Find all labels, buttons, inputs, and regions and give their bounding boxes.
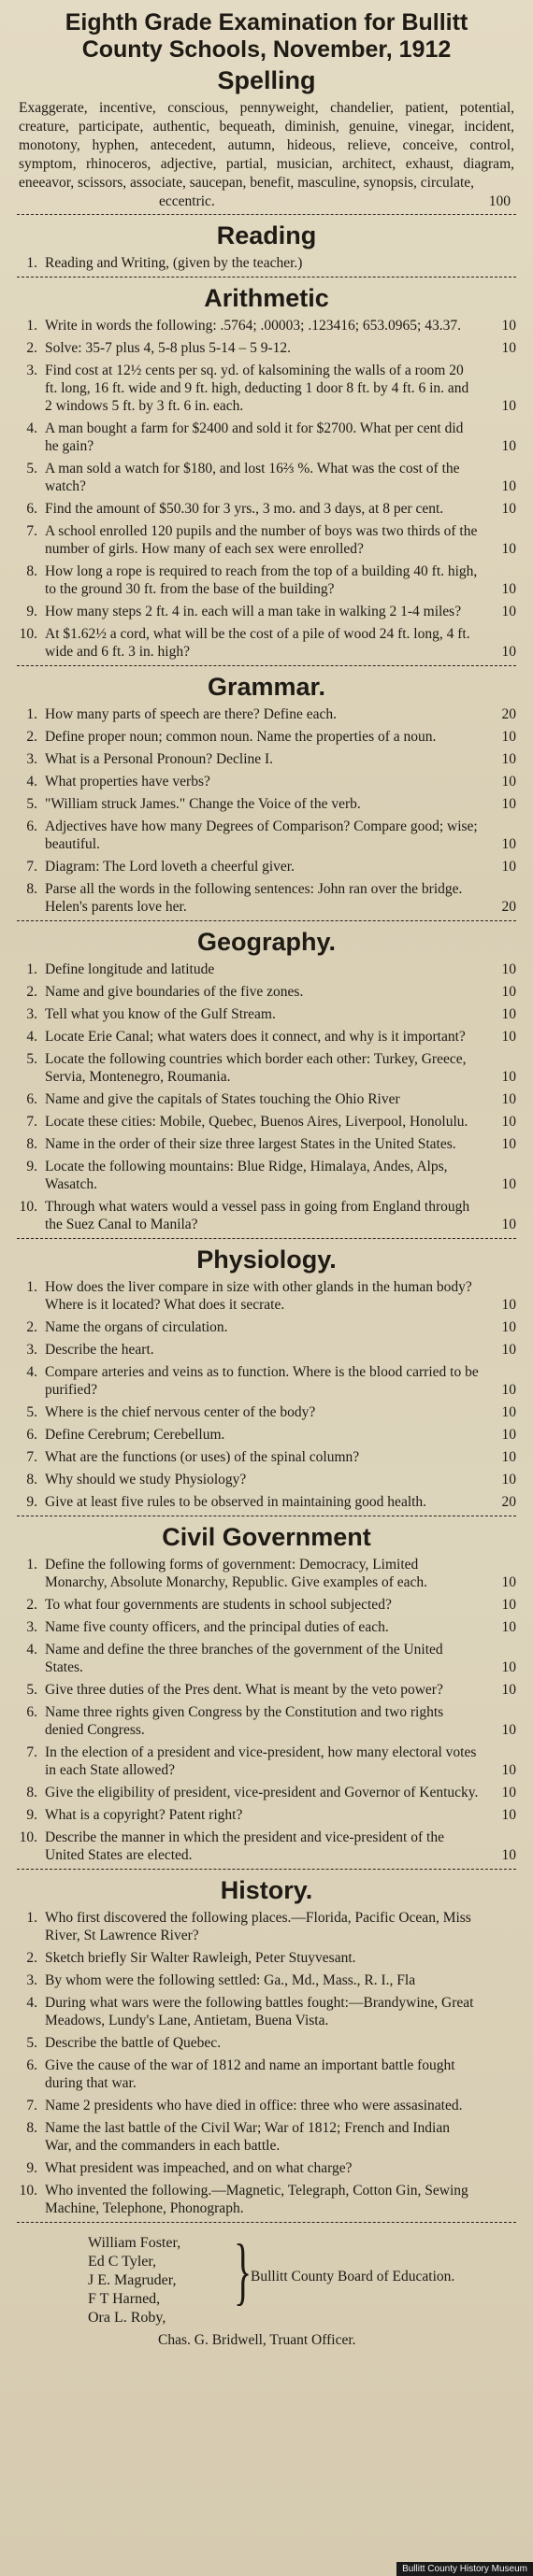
board-member-name: J E. Magruder, (88, 2272, 177, 2288)
question-text: A school enrolled 120 pupils and the number of boys was two thirds of the number of girls. How many of each sex were enrolled? (45, 523, 478, 557)
question-number: 3. (26, 1006, 37, 1022)
question-text: Locate Erie Canal; what waters does it connect, and why is it important? (45, 1029, 466, 1045)
civil-question (13, 1784, 520, 1801)
geography-question (13, 961, 520, 978)
question-number: 10. (19, 626, 37, 642)
physiology-heading: Physiology. (196, 1245, 337, 1274)
spelling-words (13, 99, 520, 211)
question-number: 2. (26, 729, 37, 745)
history-question (13, 2097, 520, 2114)
question-number: 1. (26, 961, 37, 977)
question-text: Diagram: The Lord loveth a cheerful giver. (45, 859, 295, 875)
question-number: 1. (26, 318, 37, 334)
question-points: 10 (501, 1297, 516, 1313)
question-points: 10 (501, 1762, 516, 1778)
question-number: 2. (26, 984, 37, 1000)
question-text: A man sold a watch for $180, and lost 16⅔ %. What was the cost of the watch? (45, 461, 460, 494)
geography-question (13, 1090, 520, 1108)
question-points: 10 (501, 1217, 516, 1232)
physiology-question (13, 1448, 520, 1466)
question-text: Give the cause of the war of 1812 and name an important battle fought during that war. (45, 2057, 455, 2091)
geography-heading: Geography. (196, 928, 337, 956)
question-text: What is a copyright? Patent right? (45, 1807, 243, 1823)
physiology-question (13, 1278, 520, 1314)
history-question (13, 1994, 520, 2029)
question-points: 10 (501, 398, 516, 414)
board-member-name: Ed C Tyler, (88, 2254, 157, 2270)
section-divider (17, 1869, 516, 1870)
question-number: 4. (26, 420, 37, 436)
physiology-question (13, 1471, 520, 1488)
question-text: Through what waters would a vessel pass in going from England through the Suez Canal to Manila? (45, 1199, 470, 1232)
grammar-question (13, 818, 520, 853)
question-points: 10 (501, 1682, 516, 1698)
question-points: 10 (501, 501, 516, 517)
arithmetic-question (13, 522, 520, 558)
question-text: Why should we study Physiology? (45, 1472, 247, 1487)
question-text: Name the last battle of the Civil War; War of 1812; French and Indian War, and the commanders in each battle. (45, 2120, 450, 2154)
geography-question (13, 1005, 520, 1023)
question-number: 9. (26, 1807, 37, 1823)
history-heading: History. (220, 1876, 313, 1904)
question-number: 10. (19, 1199, 37, 1215)
question-number: 9. (26, 1494, 37, 1510)
question-number: 3. (26, 363, 37, 378)
question-text: Who first discovered the following places.—Florida, Pacific Ocean, Miss River, St Lawrence River? (45, 1910, 471, 1943)
history-question (13, 1971, 520, 1989)
question-text: In the election of a president and vice-president, how many electoral votes in each State allowed? (45, 1744, 477, 1778)
question-text: Adjectives have how many Degrees of Comparison? Compare good; wise; beautiful. (45, 818, 478, 852)
question-points: 10 (501, 961, 516, 977)
question-points: 10 (501, 1807, 516, 1823)
question-number: 6. (26, 1427, 37, 1443)
question-text: What properties have verbs? (45, 774, 210, 790)
question-points: 10 (501, 859, 516, 875)
geography-question (13, 1050, 520, 1086)
question-points: 10 (501, 1069, 516, 1085)
question-number: 1. (26, 1279, 37, 1295)
question-text: Name three rights given Congress by the Constitution and two rights denied Congress. (45, 1704, 444, 1738)
question-number: 5. (26, 796, 37, 812)
question-points: 10 (501, 541, 516, 557)
question-number: 7. (26, 1449, 37, 1465)
question-text: Who invented the following.—Magnetic, Telegraph, Cotton Gin, Sewing Machine, Telephone, Phonograph. (45, 2183, 468, 2216)
question-points: 10 (501, 1427, 516, 1443)
section-divider (17, 277, 516, 278)
signatories (13, 2230, 520, 2374)
question-number: 6. (26, 2057, 37, 2073)
physiology-question (13, 1318, 520, 1336)
question-points: 20 (501, 1494, 516, 1510)
arithmetic-question (13, 317, 520, 334)
question-number: 7. (26, 1114, 37, 1130)
image-credit: Bullitt County History Museum (396, 2562, 533, 2576)
question-text: Give the eligibility of president, vice-president and Governor of Kentucky. (45, 1785, 479, 1800)
grammar-question (13, 773, 520, 790)
question-text: How does the liver compare in size with other glands in the human body? Where is it located? What does it secrate. (45, 1279, 472, 1313)
civil-question (13, 1806, 520, 1824)
question-text: How many parts of speech are there? Define each. (45, 706, 337, 722)
question-points: 10 (501, 1659, 516, 1675)
question-number: 2. (26, 1950, 37, 1966)
question-number: 6. (26, 1704, 37, 1720)
geography-questions (13, 961, 520, 1233)
question-text: Tell what you know of the Gulf Stream. (45, 1006, 276, 1022)
grammar-question (13, 880, 520, 916)
spelling-last-word: eccentric. (159, 193, 215, 209)
question-text: How many steps 2 ft. 4 in. each will a man take in walking 2 1-4 miles? (45, 604, 462, 619)
question-text: By whom were the following settled: Ga., Md., Mass., R. I., Fla (45, 1972, 416, 1988)
arithmetic-question (13, 500, 520, 518)
history-question (13, 2159, 520, 2177)
section-divider (17, 665, 516, 666)
question-number: 7. (26, 859, 37, 875)
question-number: 7. (26, 1744, 37, 1760)
geography-question (13, 1113, 520, 1131)
question-number: 5. (26, 1404, 37, 1420)
civil-question (13, 1641, 520, 1676)
question-number: 4. (26, 1029, 37, 1045)
question-text: Parse all the words in the following sentences: John ran over the bridge. Helen's parents love her. (45, 881, 463, 915)
civil-question (13, 1743, 520, 1779)
question-points: 20 (501, 899, 516, 915)
question-number: 8. (26, 1472, 37, 1487)
question-number: 5. (26, 1051, 37, 1067)
question-text: What are the functions (or uses) of the spinal column? (45, 1449, 360, 1465)
truant-officer: Chas. G. Bridwell, Truant Officer. (158, 2332, 356, 2348)
question-text: What president was impeached, and on what charge? (45, 2160, 353, 2176)
civil-question (13, 1681, 520, 1699)
physiology-question (13, 1341, 520, 1359)
spelling-points: 100 (488, 193, 511, 209)
question-number: 6. (26, 501, 37, 517)
question-number: 8. (26, 1136, 37, 1152)
question-points: 10 (501, 1574, 516, 1590)
civil-question (13, 1618, 520, 1636)
arithmetic-question (13, 562, 520, 598)
section-divider (17, 1238, 516, 1239)
grammar-question (13, 795, 520, 813)
question-number: 8. (26, 563, 37, 579)
question-points: 10 (501, 1176, 516, 1192)
arithmetic-question (13, 625, 520, 661)
question-text: During what wars were the following battles fought:—Brandywine, Great Meadows, Lundy's Lane, Antietam, Buena Vista. (45, 1995, 474, 2028)
grammar-questions (13, 705, 520, 916)
question-number: 2. (26, 1597, 37, 1613)
board-member-name: F T Harned, (88, 2291, 161, 2307)
geography-question (13, 1198, 520, 1233)
question-number: 2. (26, 1319, 37, 1335)
question-points: 10 (501, 1029, 516, 1045)
civil-question (13, 1556, 520, 1591)
question-points: 10 (501, 340, 516, 356)
question-text: Define longitude and latitude (45, 961, 215, 977)
question-number: 3. (26, 1972, 37, 1988)
question-text: Where is the chief nervous center of the body? (45, 1404, 316, 1420)
question-points: 10 (501, 1785, 516, 1800)
question-text: Locate the following mountains: Blue Ridge, Himalaya, Andes, Alps, Wasatch. (45, 1159, 448, 1192)
arithmetic-question (13, 362, 520, 415)
grammar-question (13, 750, 520, 768)
section-divider (17, 2222, 516, 2223)
question-text: Compare arteries and veins as to function. Where is the blood carried to be purified? (45, 1364, 479, 1398)
question-points: 10 (501, 1449, 516, 1465)
geography-question (13, 1135, 520, 1153)
history-question (13, 2034, 520, 2052)
question-points: 10 (501, 796, 516, 812)
question-number: 9. (26, 1159, 37, 1174)
question-points: 10 (501, 1597, 516, 1613)
question-number: 2. (26, 340, 37, 356)
civil-question (13, 1596, 520, 1614)
physiology-question (13, 1426, 520, 1444)
question-text: Define proper noun; common noun. Name the properties of a noun. (45, 729, 437, 745)
question-text: Name and define the three branches of the government of the United States. (45, 1642, 443, 1675)
question-number: 9. (26, 604, 37, 619)
question-text: Name in the order of their size three largest States in the United States. (45, 1136, 456, 1152)
question-number: 4. (26, 1995, 37, 2011)
question-text: Name 2 presidents who have died in office: three who were assasinated. (45, 2098, 463, 2113)
geography-question (13, 1158, 520, 1193)
grammar-question (13, 705, 520, 723)
physiology-questions (13, 1278, 520, 1511)
question-points: 10 (501, 1382, 516, 1398)
question-number: 8. (26, 881, 37, 897)
reading-questions (13, 254, 520, 272)
question-points: 10 (501, 774, 516, 790)
question-text: Sketch briefly Sir Walter Rawleigh, Peter Stuyvesant. (45, 1950, 356, 1966)
question-text: Find cost at 12½ cents per sq. yd. of kalsomining the walls of a room 20 ft. long, 16 ft. wide and 9 ft. high, deducting 1 door 8 ft. by 4 ft. 6 in. and 2 windows 5 ft. by 3 ft. 6 in. each. (45, 363, 469, 414)
grammar-question (13, 858, 520, 875)
geography-question (13, 1028, 520, 1046)
question-number: 5. (26, 461, 37, 477)
geography-question (13, 983, 520, 1001)
question-points: 10 (501, 644, 516, 660)
section-divider (17, 920, 516, 921)
question-number: 8. (26, 2120, 37, 2136)
question-points: 10 (501, 1722, 516, 1738)
question-text: At $1.62½ a cord, what will be the cost of a pile of wood 24 ft. long, 4 ft. wide and 6 ft. 3 in. high? (45, 626, 470, 660)
reading-question (13, 254, 520, 272)
board-member-name: Ora L. Roby, (88, 2310, 166, 2326)
question-number: 1. (26, 706, 37, 722)
brace-glyph: } (234, 2230, 252, 2313)
arithmetic-question (13, 420, 520, 455)
physiology-question (13, 1403, 520, 1421)
question-number: 3. (26, 1619, 37, 1635)
question-text: How long a rope is required to reach from the top of a building 40 ft. high, to the ground 30 ft. from the base of the building? (45, 563, 478, 597)
question-number: 8. (26, 1785, 37, 1800)
question-number: 4. (26, 1364, 37, 1380)
question-text: Describe the manner in which the president and vice-president of the United States are elected. (45, 1829, 444, 1863)
question-points: 10 (501, 604, 516, 619)
question-text: Locate the following countries which border each other: Turkey, Greece, Servia, Montenegro, Roumania. (45, 1051, 467, 1085)
question-text: Reading and Writing, (given by the teacher.) (45, 255, 303, 271)
history-question (13, 2119, 520, 2155)
question-number: 4. (26, 1642, 37, 1658)
physiology-question (13, 1363, 520, 1399)
question-number: 10. (19, 1829, 37, 1845)
question-text: What is a Personal Pronoun? Decline I. (45, 751, 274, 767)
question-points: 10 (501, 1472, 516, 1487)
question-text: Write in words the following: .5764; .00003; .123416; 653.0965; 43.37. (45, 318, 461, 334)
arithmetic-question (13, 460, 520, 495)
question-points: 10 (501, 1091, 516, 1107)
question-number: 5. (26, 2035, 37, 2051)
history-question (13, 1909, 520, 1944)
board-member-name: William Foster, (88, 2235, 181, 2251)
board-member-names (88, 2234, 228, 2374)
history-question (13, 1949, 520, 1967)
question-number: 10. (19, 2183, 37, 2199)
question-text: A man bought a farm for $2400 and sold it for $2700. What per cent did he gain? (45, 420, 464, 454)
question-text: Find the amount of $50.30 for 3 yrs., 3 mo. and 3 days, at 8 per cent. (45, 501, 444, 517)
question-text: Name and give boundaries of the five zones. (45, 984, 304, 1000)
question-points: 10 (501, 751, 516, 767)
exam-title: Eighth Grade Examination for Bullitt County Schools, November, 1912 (65, 9, 468, 63)
physiology-question (13, 1493, 520, 1511)
question-text: Describe the battle of Quebec. (45, 2035, 222, 2051)
question-text: Name five county officers, and the principal duties of each. (45, 1619, 389, 1635)
question-number: 3. (26, 1342, 37, 1358)
question-number: 6. (26, 1091, 37, 1107)
question-points: 10 (501, 318, 516, 334)
question-points: 10 (501, 1619, 516, 1635)
question-points: 10 (501, 1319, 516, 1335)
arithmetic-question (13, 339, 520, 357)
reading-heading: Reading (216, 221, 317, 249)
question-text: Define the following forms of government: Democracy, Limited Monarchy, Absolute Monarchy, Republic. Give examples of each. (45, 1557, 428, 1590)
arithmetic-questions (13, 317, 520, 661)
question-number: 7. (26, 523, 37, 539)
question-number: 6. (26, 818, 37, 834)
question-text: Solve: 35-7 plus 4, 5-8 plus 5-14 – 5 9-12. (45, 340, 292, 356)
question-number: 3. (26, 751, 37, 767)
board-of-education: Bullitt County Board of Education. (251, 2269, 455, 2284)
question-points: 10 (501, 478, 516, 494)
question-text: Locate these cities: Mobile, Quebec, Buenos Aires, Liverpool, Honolulu. (45, 1114, 468, 1130)
civil-government-heading: Civil Government (162, 1523, 371, 1551)
spelling-word-list: Exaggerate, incentive, conscious, pennyweight, chandelier, patient, potential, creature, participate, authentic, bequeath, diminish, genuine, vinegar, incident, monotony, hyphen, antecedent, autumn, hideous, relieve, conceive, control, symptom, rhinoceros, adjective, partial, musician, architect, exhaust, diagram, eneeavor, scissors, associate, saucepan, benefit, masculine, synopsis, circulate, (19, 100, 514, 191)
question-points: 10 (501, 1404, 516, 1420)
question-number: 9. (26, 2160, 37, 2176)
question-text: "William struck James." Change the Voice of the verb. (45, 796, 361, 812)
question-text: Define Cerebrum; Cerebellum. (45, 1427, 225, 1443)
section-divider (17, 214, 516, 215)
question-number: 1. (26, 1557, 37, 1573)
question-points: 20 (501, 706, 516, 722)
question-text: Name the organs of circulation. (45, 1319, 228, 1335)
question-text: Name and give the capitals of States touching the Ohio River (45, 1091, 400, 1107)
question-points: 10 (501, 1114, 516, 1130)
arithmetic-heading: Arithmetic (204, 284, 329, 312)
spelling-heading: Spelling (217, 66, 316, 94)
question-text: Give three duties of the Pres dent. What is meant by the veto power? (45, 1682, 443, 1698)
question-points: 10 (501, 1006, 516, 1022)
question-number: 5. (26, 1682, 37, 1698)
history-question (13, 2057, 520, 2092)
question-number: 4. (26, 774, 37, 790)
question-text: Give at least five rules to be observed in maintaining good health. (45, 1494, 427, 1510)
question-points: 10 (501, 836, 516, 852)
question-points: 10 (501, 729, 516, 745)
question-points: 10 (501, 438, 516, 454)
question-points: 10 (501, 1136, 516, 1152)
question-text: Describe the heart. (45, 1342, 154, 1358)
civil-government-questions (13, 1556, 520, 1864)
question-number: 1. (26, 255, 37, 271)
question-number: 1. (26, 1910, 37, 1926)
question-points: 10 (501, 1847, 516, 1863)
grammar-question (13, 728, 520, 746)
arithmetic-question (13, 603, 520, 620)
civil-question (13, 1703, 520, 1739)
question-points: 10 (501, 1342, 516, 1358)
question-points: 10 (501, 581, 516, 597)
question-number: 7. (26, 2098, 37, 2113)
question-text: To what four governments are students in school subjected? (45, 1597, 392, 1613)
history-questions (13, 1909, 520, 2217)
grammar-heading: Grammar. (207, 673, 326, 701)
question-points: 10 (501, 984, 516, 1000)
spelling-last-line (19, 192, 514, 211)
civil-question (13, 1829, 520, 1864)
history-question (13, 2182, 520, 2217)
